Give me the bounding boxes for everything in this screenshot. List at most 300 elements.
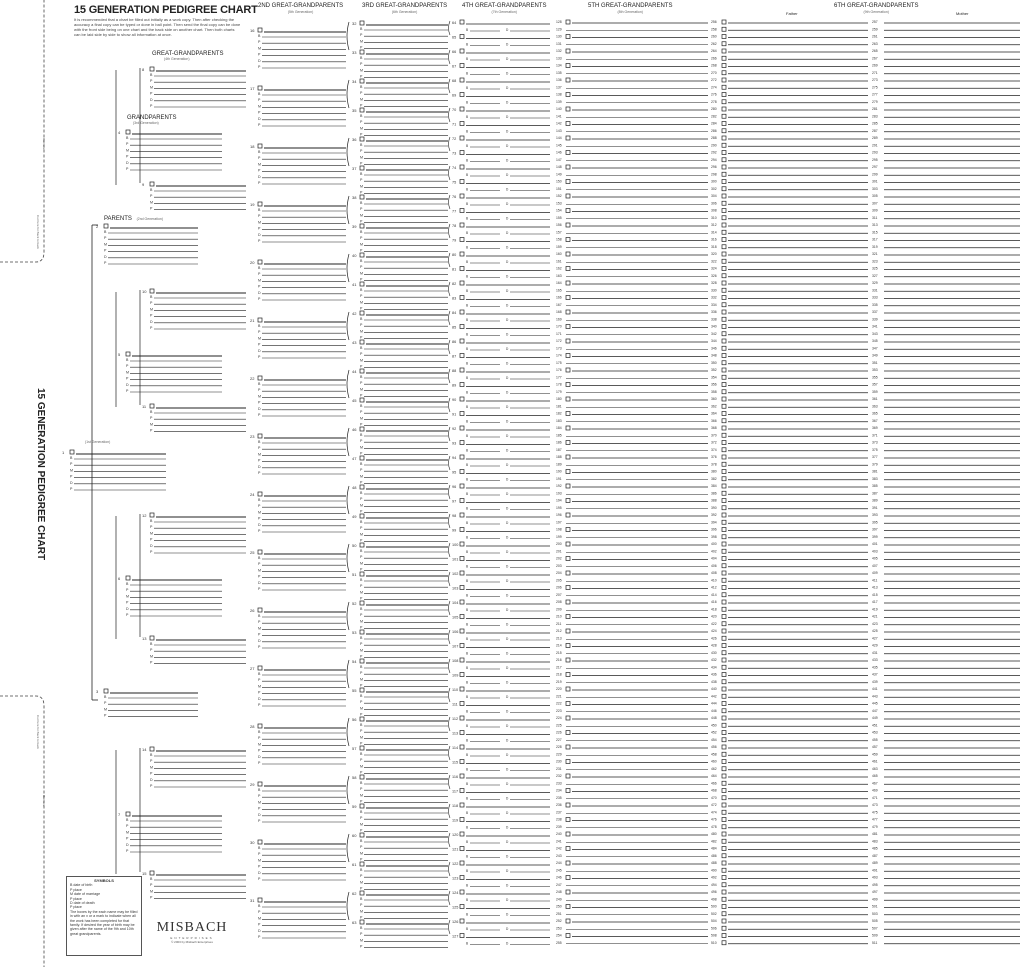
person-184-number: 184 xyxy=(556,426,562,430)
person-65-field-letter: D xyxy=(506,42,509,47)
person-224-check-box xyxy=(566,716,570,720)
person-53-field-letter: B xyxy=(360,636,363,640)
person-482-check-box xyxy=(722,839,726,843)
bracket-gen7-76 xyxy=(449,195,451,209)
person-214-number: 214 xyxy=(556,643,562,648)
person-41-field-letter: M xyxy=(360,300,363,305)
person-7-number: 7 xyxy=(118,812,121,817)
person-16-field-letter: D xyxy=(258,58,261,63)
person-58-check-box xyxy=(360,775,364,779)
person-490-number: 490 xyxy=(711,868,717,873)
person-18-field-letter: P xyxy=(258,156,261,161)
person-102-check-box xyxy=(460,571,464,575)
person-6-field-letter: P xyxy=(126,588,129,593)
person-201-number: 201 xyxy=(556,549,562,554)
person-157-number: 157 xyxy=(556,230,562,235)
person-141-number: 141 xyxy=(556,114,562,119)
person-16-check-box xyxy=(258,28,262,32)
person-26-field-letter: P xyxy=(258,620,261,625)
person-274-check-box xyxy=(722,85,726,89)
person-62-number: 62 xyxy=(352,891,357,896)
person-285-number: 285 xyxy=(872,121,878,126)
person-233-number: 233 xyxy=(556,781,562,786)
bracket-gen7-90 xyxy=(449,398,451,412)
person-56-field-letter: P xyxy=(360,729,363,734)
person-256-check-box xyxy=(722,20,726,24)
person-284-number: 284 xyxy=(711,121,717,126)
person-393-number: 393 xyxy=(872,513,878,517)
person-86-field-letter: B xyxy=(466,347,469,351)
person-78-field-letter: B xyxy=(466,231,469,235)
person-85-field-letter: D xyxy=(506,332,509,337)
person-22-field-letter: P xyxy=(258,400,261,405)
person-467-number: 467 xyxy=(872,781,878,786)
person-10-field-letter: P xyxy=(150,326,153,330)
person-448-check-box xyxy=(722,716,726,720)
person-388-check-box xyxy=(722,499,726,503)
person-19-field-letter: P xyxy=(258,214,261,219)
person-106-check-box xyxy=(460,629,464,633)
person-424-number: 424 xyxy=(711,629,717,633)
person-98-field-letter: D xyxy=(506,521,509,525)
person-11-field-letter: M xyxy=(150,422,153,427)
person-145-number: 145 xyxy=(556,143,562,148)
person-10-number: 10 xyxy=(142,289,147,294)
person-35-check-box xyxy=(360,108,364,112)
person-26-field-letter: P xyxy=(258,632,261,637)
person-104-field-letter: B xyxy=(466,608,469,612)
person-4-field-letter: P xyxy=(126,167,129,171)
person-12-field-letter: M xyxy=(150,531,153,536)
person-323-number: 323 xyxy=(872,259,878,264)
person-41-check-box xyxy=(360,282,364,286)
person-56-field-letter: M xyxy=(360,735,363,740)
person-78-check-box xyxy=(460,223,464,227)
person-366-number: 366 xyxy=(711,418,717,423)
person-455-number: 455 xyxy=(872,737,878,742)
person-50-number: 50 xyxy=(352,543,357,548)
person-21-number: 21 xyxy=(250,318,255,323)
person-265-number: 265 xyxy=(872,49,878,53)
legend-item: P place xyxy=(70,896,82,901)
person-420-check-box xyxy=(722,615,726,619)
person-38-check-box xyxy=(360,195,364,199)
person-8-check-box xyxy=(150,67,154,71)
person-374-number: 374 xyxy=(711,447,717,452)
bracket-gen7-64 xyxy=(449,21,451,35)
person-392-check-box xyxy=(722,513,726,517)
person-47-number: 47 xyxy=(352,456,357,461)
person-8-field-letter: P xyxy=(150,91,153,96)
bracket-gen7-84 xyxy=(449,311,451,325)
person-112-field-letter: B xyxy=(466,724,469,728)
person-365-number: 365 xyxy=(872,411,878,416)
person-44-check-box xyxy=(360,369,364,373)
person-272-number: 272 xyxy=(711,78,717,82)
person-507-number: 507 xyxy=(872,926,878,931)
person-401-number: 401 xyxy=(872,542,878,546)
person-34-field-letter: M xyxy=(360,97,363,102)
person-19-field-letter: M xyxy=(258,220,261,225)
person-459-number: 459 xyxy=(872,752,878,757)
person-50-field-letter: M xyxy=(360,561,363,566)
person-9-field-letter: M xyxy=(150,200,153,205)
person-19-field-letter: P xyxy=(258,239,261,243)
person-142-number: 142 xyxy=(556,121,562,126)
person-446-number: 446 xyxy=(711,708,717,713)
person-33-field-letter: P xyxy=(360,74,363,79)
person-10-field-letter: D xyxy=(150,319,153,324)
person-510-check-box xyxy=(722,941,726,945)
person-260-check-box xyxy=(722,35,726,39)
person-127-check-box xyxy=(460,934,464,938)
person-50-check-box xyxy=(360,543,364,547)
person-270-check-box xyxy=(722,71,726,75)
person-75-number: 75 xyxy=(452,180,457,185)
person-429-number: 429 xyxy=(872,643,878,648)
person-2-field-letter: M xyxy=(104,242,107,247)
person-460-number: 460 xyxy=(711,759,717,764)
person-140-check-box xyxy=(566,107,570,111)
person-240-number: 240 xyxy=(556,832,562,836)
person-85-check-box xyxy=(460,325,464,329)
person-20-field-letter: M xyxy=(258,278,261,283)
person-313-number: 313 xyxy=(872,223,878,227)
person-42-number: 42 xyxy=(352,311,357,316)
person-60-field-letter: M xyxy=(360,851,363,856)
person-59-check-box xyxy=(360,804,364,808)
person-112-field-letter: D xyxy=(506,724,509,728)
person-45-field-letter: B xyxy=(360,404,363,408)
person-27-field-letter: B xyxy=(258,672,261,676)
person-458-check-box xyxy=(722,752,726,756)
person-124-field-letter: D xyxy=(506,898,509,902)
person-17-field-letter: P xyxy=(258,98,261,103)
person-12-check-box xyxy=(150,513,154,517)
person-137-number: 137 xyxy=(556,85,562,90)
person-78-field-letter: D xyxy=(506,231,509,235)
person-82-number: 82 xyxy=(452,282,457,286)
person-342-check-box xyxy=(722,332,726,336)
person-92-check-box xyxy=(460,426,464,430)
person-39-number: 39 xyxy=(352,224,357,229)
person-301-number: 301 xyxy=(872,179,878,184)
person-498-check-box xyxy=(722,897,726,901)
bracket-gen7-122 xyxy=(449,862,451,876)
person-369-number: 369 xyxy=(872,426,878,430)
person-238-check-box xyxy=(566,818,570,822)
person-80-number: 80 xyxy=(452,253,457,257)
person-45-field-letter: P xyxy=(360,410,363,415)
person-331-number: 331 xyxy=(872,288,878,293)
header-gen6: 6TH GREAT-GRANDPARENTS (9th Generation) xyxy=(834,3,919,14)
margin-note-cut-top: Cut here xyxy=(42,138,46,150)
person-21-field-letter: M xyxy=(258,336,261,341)
person-35-field-letter: P xyxy=(360,132,363,137)
bracket-gen7-92 xyxy=(449,427,451,441)
person-360-number: 360 xyxy=(711,397,717,401)
person-216-number: 216 xyxy=(556,658,562,662)
person-14-field-letter: P xyxy=(150,771,153,776)
person-124-field-letter: B xyxy=(466,898,469,902)
person-23-field-letter: P xyxy=(258,471,261,475)
person-171-number: 171 xyxy=(556,331,562,336)
person-61-field-letter: P xyxy=(360,886,363,891)
person-76-check-box xyxy=(460,194,464,198)
person-22-field-letter: M xyxy=(258,394,261,399)
person-7-field-letter: P xyxy=(126,849,129,853)
person-100-field-letter: D xyxy=(506,550,509,554)
person-57-number: 57 xyxy=(352,746,357,751)
chart-title: 15 GENERATION PEDIGREE CHART xyxy=(74,4,258,16)
person-52-field-letter: M xyxy=(360,619,363,624)
person-134-check-box xyxy=(566,64,570,68)
person-25-number: 25 xyxy=(250,550,255,555)
person-65-number: 65 xyxy=(452,35,457,40)
person-258-number: 258 xyxy=(711,27,717,32)
person-6-field-letter: D xyxy=(126,606,129,611)
person-430-number: 430 xyxy=(711,650,717,655)
cut-line-top xyxy=(0,0,44,262)
bracket-gen7-116 xyxy=(449,775,451,789)
person-109-check-box xyxy=(460,673,464,677)
person-7-field-letter: P xyxy=(126,836,129,841)
person-120-field-letter: D xyxy=(506,840,509,844)
person-147-number: 147 xyxy=(556,157,562,162)
person-198-check-box xyxy=(566,528,570,532)
person-109-field-letter: B xyxy=(466,680,469,685)
person-155-number: 155 xyxy=(556,215,562,220)
person-264-number: 264 xyxy=(711,49,717,53)
person-8-field-letter: D xyxy=(150,97,153,102)
person-409-number: 409 xyxy=(872,571,878,575)
person-57-field-letter: P xyxy=(360,770,363,775)
person-123-field-letter: B xyxy=(466,883,469,888)
person-53-field-letter: P xyxy=(360,654,363,659)
person-143-number: 143 xyxy=(556,128,562,133)
person-46-check-box xyxy=(360,427,364,431)
person-81-field-letter: B xyxy=(466,274,469,279)
person-139-number: 139 xyxy=(556,99,562,104)
person-410-check-box xyxy=(722,578,726,582)
person-122-check-box xyxy=(460,861,464,865)
person-484-number: 484 xyxy=(711,846,717,851)
person-172-check-box xyxy=(566,339,570,343)
person-307-number: 307 xyxy=(872,201,878,206)
person-6-check-box xyxy=(126,576,130,580)
person-26-field-letter: P xyxy=(258,645,261,649)
person-95-number: 95 xyxy=(452,470,457,475)
person-436-number: 436 xyxy=(711,672,717,677)
person-29-number: 29 xyxy=(250,782,255,787)
person-352-number: 352 xyxy=(711,368,717,372)
person-27-field-letter: P xyxy=(258,678,261,683)
person-480-check-box xyxy=(722,832,726,836)
person-278-number: 278 xyxy=(711,99,717,104)
person-25-field-letter: B xyxy=(258,556,261,560)
person-152-check-box xyxy=(566,194,570,198)
person-15-field-letter: P xyxy=(150,883,153,888)
person-236-check-box xyxy=(566,803,570,807)
person-312-check-box xyxy=(722,223,726,227)
person-435-number: 435 xyxy=(872,665,878,670)
person-91-check-box xyxy=(460,412,464,416)
person-177-number: 177 xyxy=(556,375,562,380)
person-75-check-box xyxy=(460,180,464,184)
person-377-number: 377 xyxy=(872,455,878,459)
person-271-number: 271 xyxy=(872,70,878,75)
person-41-field-letter: B xyxy=(360,288,363,292)
person-440-number: 440 xyxy=(711,687,717,691)
person-276-number: 276 xyxy=(711,92,717,97)
person-325-number: 325 xyxy=(872,266,878,271)
person-52-number: 52 xyxy=(352,601,357,606)
person-215-number: 215 xyxy=(556,650,562,655)
person-26-field-letter: D xyxy=(258,638,261,643)
person-13-check-box xyxy=(150,636,154,640)
person-101-check-box xyxy=(460,557,464,561)
person-63-field-letter: P xyxy=(360,944,363,949)
person-28-field-letter: M xyxy=(258,742,261,747)
person-22-field-letter: D xyxy=(258,406,261,411)
person-425-number: 425 xyxy=(872,629,878,633)
person-2-field-letter: D xyxy=(104,254,107,259)
person-303-number: 303 xyxy=(872,186,878,191)
person-18-field-letter: M xyxy=(258,162,261,167)
person-398-check-box xyxy=(722,535,726,539)
person-450-check-box xyxy=(722,723,726,727)
person-125-check-box xyxy=(460,905,464,909)
person-118-check-box xyxy=(460,803,464,807)
person-433-number: 433 xyxy=(872,658,878,662)
person-15-field-letter: P xyxy=(150,895,153,900)
person-90-field-letter: B xyxy=(466,405,469,409)
person-363-number: 363 xyxy=(872,404,878,409)
person-92-number: 92 xyxy=(452,427,457,431)
person-30-field-letter: P xyxy=(258,864,261,869)
person-466-check-box xyxy=(722,781,726,785)
person-84-number: 84 xyxy=(452,311,457,315)
person-314-check-box xyxy=(722,230,726,234)
person-4-field-letter: D xyxy=(126,160,129,165)
header-gen2: 2ND GREAT-GRANDPARENTS (5th Generation) xyxy=(258,3,344,14)
person-75-field-letter: D xyxy=(506,187,509,192)
person-59-number: 59 xyxy=(352,804,357,809)
person-266-check-box xyxy=(722,56,726,60)
person-431-number: 431 xyxy=(872,650,878,655)
person-71-check-box xyxy=(460,122,464,126)
bracket-gen6-38 xyxy=(347,196,349,224)
person-102-field-letter: B xyxy=(466,579,469,583)
person-375-number: 375 xyxy=(872,447,878,452)
person-248-number: 248 xyxy=(556,890,562,894)
person-27-number: 27 xyxy=(250,666,255,671)
person-404-check-box xyxy=(722,557,726,561)
person-50-field-letter: P xyxy=(360,555,363,560)
person-180-check-box xyxy=(566,397,570,401)
person-186-number: 186 xyxy=(556,440,562,445)
person-87-check-box xyxy=(460,354,464,358)
person-23-number: 23 xyxy=(250,434,255,439)
person-476-number: 476 xyxy=(711,817,717,822)
person-50-field-letter: B xyxy=(360,549,363,553)
person-12-field-letter: P xyxy=(150,550,153,554)
person-389-number: 389 xyxy=(872,498,878,503)
person-74-field-letter: D xyxy=(506,173,509,177)
person-356-number: 356 xyxy=(711,382,717,387)
person-116-field-letter: D xyxy=(506,782,509,786)
person-327-number: 327 xyxy=(872,273,878,278)
person-463-number: 463 xyxy=(872,766,878,771)
person-21-field-letter: P xyxy=(258,355,261,359)
person-21-field-letter: D xyxy=(258,348,261,353)
person-23-field-letter: P xyxy=(258,458,261,463)
person-384-number: 384 xyxy=(711,484,717,488)
person-309-number: 309 xyxy=(872,208,878,213)
person-17-field-letter: P xyxy=(258,123,261,127)
person-340-check-box xyxy=(722,325,726,329)
person-19-field-letter: P xyxy=(258,226,261,231)
person-47-field-letter: B xyxy=(360,462,363,466)
person-350-number: 350 xyxy=(711,360,717,365)
bracket-gen7-70 xyxy=(449,108,451,122)
person-87-field-letter: D xyxy=(506,361,509,366)
person-244-number: 244 xyxy=(556,861,562,865)
person-46-field-letter: M xyxy=(360,445,363,450)
person-105-check-box xyxy=(460,615,464,619)
person-52-check-box xyxy=(360,601,364,605)
person-293-number: 293 xyxy=(872,150,878,155)
person-24-field-letter: M xyxy=(258,510,261,515)
person-190-check-box xyxy=(566,470,570,474)
person-481-number: 481 xyxy=(872,832,878,836)
person-37-field-letter: B xyxy=(360,172,363,176)
person-66-field-letter: B xyxy=(466,57,469,61)
person-84-field-letter: B xyxy=(466,318,469,322)
bracket-gen6-32 xyxy=(347,22,349,50)
person-35-number: 35 xyxy=(352,108,357,113)
person-148-check-box xyxy=(566,165,570,169)
person-444-number: 444 xyxy=(711,701,717,706)
person-82-field-letter: B xyxy=(466,289,469,293)
person-32-field-letter: M xyxy=(360,39,363,44)
person-1-field-letter: P xyxy=(70,462,73,467)
person-322-number: 322 xyxy=(711,259,717,264)
person-362-check-box xyxy=(722,404,726,408)
person-12-field-letter: D xyxy=(150,543,153,548)
bracket-gen6-58 xyxy=(347,776,349,804)
person-34-number: 34 xyxy=(352,79,357,84)
person-245-number: 245 xyxy=(556,868,562,873)
person-370-number: 370 xyxy=(711,433,717,438)
person-130-check-box xyxy=(566,35,570,39)
person-472-number: 472 xyxy=(711,803,717,807)
person-105-number: 105 xyxy=(452,615,459,620)
person-31-check-box xyxy=(258,898,262,902)
person-151-number: 151 xyxy=(556,186,562,191)
person-14-check-box xyxy=(150,747,154,751)
person-38-field-letter: P xyxy=(360,207,363,212)
person-250-check-box xyxy=(566,905,570,909)
person-18-check-box xyxy=(258,144,262,148)
person-98-field-letter: B xyxy=(466,521,469,525)
person-308-check-box xyxy=(722,209,726,213)
person-267-number: 267 xyxy=(872,56,878,61)
person-437-number: 437 xyxy=(872,672,878,677)
person-414-check-box xyxy=(722,593,726,597)
person-57-field-letter: P xyxy=(360,758,363,763)
person-61-check-box xyxy=(360,862,364,866)
